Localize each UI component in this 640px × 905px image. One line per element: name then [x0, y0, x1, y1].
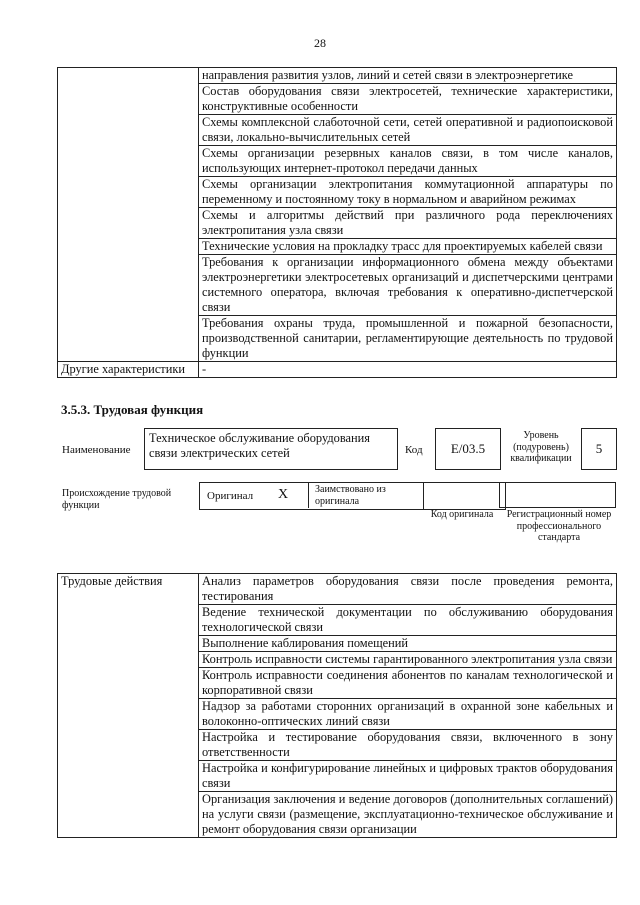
- origin-reg-top-line: [499, 482, 616, 483]
- labor-actions-table: [57, 573, 617, 838]
- qualification-level-value: 5: [581, 428, 617, 470]
- section-title: 3.5.3. Трудовая функция: [61, 402, 204, 417]
- code-label: Код: [405, 444, 423, 456]
- origin-label: Происхождение трудовой функции: [62, 488, 172, 511]
- function-name-box: [144, 428, 398, 470]
- knowledge-row: Состав оборудования связи электросетей, технические характеристики, конструктивные особенности: [199, 84, 617, 115]
- original-mark: X: [278, 487, 289, 502]
- borrowed-label: Заимствовано из оригинала: [315, 484, 386, 507]
- function-code-value: E/03.5: [435, 428, 501, 470]
- knowledge-row: Требования охраны труда, промышленной и пожарной безопасности, производственной санитарии, регламентирующие деятельность по трудовой функции: [199, 316, 617, 362]
- labor-action-row: Контроль исправности системы гарантированного электропитания узла связи: [199, 652, 617, 668]
- other-characteristics-label: Другие характеристики: [58, 362, 199, 378]
- knowledge-row: Технические условия на прокладку трасс для проектируемых кабелей связи: [199, 239, 617, 255]
- original-divider: [308, 482, 309, 508]
- origin-divider: [423, 482, 424, 510]
- knowledge-row: Требования к организации информационного обмена между объектами электроэнергетики электросетевых организаций и диспетчерскими центрами системного оператора, включая требования к оперативно-диспетчерской связи: [199, 255, 617, 316]
- original-label: Оригинал: [207, 490, 254, 502]
- labor-action-row: Настройка и конфигурирование линейных и цифровых трактов оборудования связи: [199, 761, 617, 792]
- labor-action-row: Выполнение каблирования помещений: [199, 636, 617, 652]
- code-original-label: Код оригинала: [430, 509, 494, 520]
- knowledge-row: Схемы и алгоритмы действий при различного рода переключениях электропитания узла связи: [199, 208, 617, 239]
- labor-action-row: Надзор за работами сторонних организаций в охранной зоне кабельных и волоконно-оптических линий связи: [199, 699, 617, 730]
- labor-action-row: Контроль исправности соединения абонентов по каналам технологической и корпоративной связи: [199, 668, 617, 699]
- labor-action-row: Организация заключения и ведение договоров (дополнительных соглашений) на услуги связи (размещение, эксплуатационно-техническое обслуживание и ремонт оборудования связи организации: [199, 792, 617, 838]
- knowledge-row: Схемы комплексной слаботочной сети, сетей оперативной и радиопоисковой связи, локально-вычислительных сетей: [199, 115, 617, 146]
- registration-number-label: Регистрационный номер профессионального стандарта: [506, 509, 612, 543]
- page-number: 28: [314, 36, 326, 50]
- labor-action-row: Анализ параметров оборудования связи после проведения ремонта, тестирования: [199, 574, 617, 605]
- labor-action-row: Ведение технической документации по обслуживанию оборудования технологической связи: [199, 605, 617, 636]
- function-name-value: Техническое обслуживание оборудования связи электрических сетей: [149, 431, 371, 460]
- name-label: Наименование: [62, 444, 131, 456]
- knowledge-row: Схемы организации электропитания коммутационной аппаратуры по переменному и постоянному току в нормальном и аварийном режимах: [199, 177, 617, 208]
- origin-reg-bottom-line: [499, 507, 616, 508]
- knowledge-row: направления развития узлов, линий и сетей связи в электроэнергетике: [199, 68, 617, 84]
- knowledge-table: [57, 67, 617, 378]
- origin-reg-right-line: [615, 482, 616, 508]
- labor-action-row: Настройка и тестирование оборудования связи, включенного в зону ответственности: [199, 730, 617, 761]
- labor-actions-label: Трудовые действия: [58, 574, 199, 838]
- other-characteristics-value: -: [199, 362, 617, 378]
- qualification-level-label: Уровень (подуровень) квалификации: [510, 430, 572, 464]
- knowledge-row: Схемы организации резервных каналов связи, в том числе каналов, использующих интернет-протокол передачи данных: [199, 146, 617, 177]
- knowledge-label-cell: [58, 68, 199, 362]
- origin-reg-left-line: [499, 482, 500, 508]
